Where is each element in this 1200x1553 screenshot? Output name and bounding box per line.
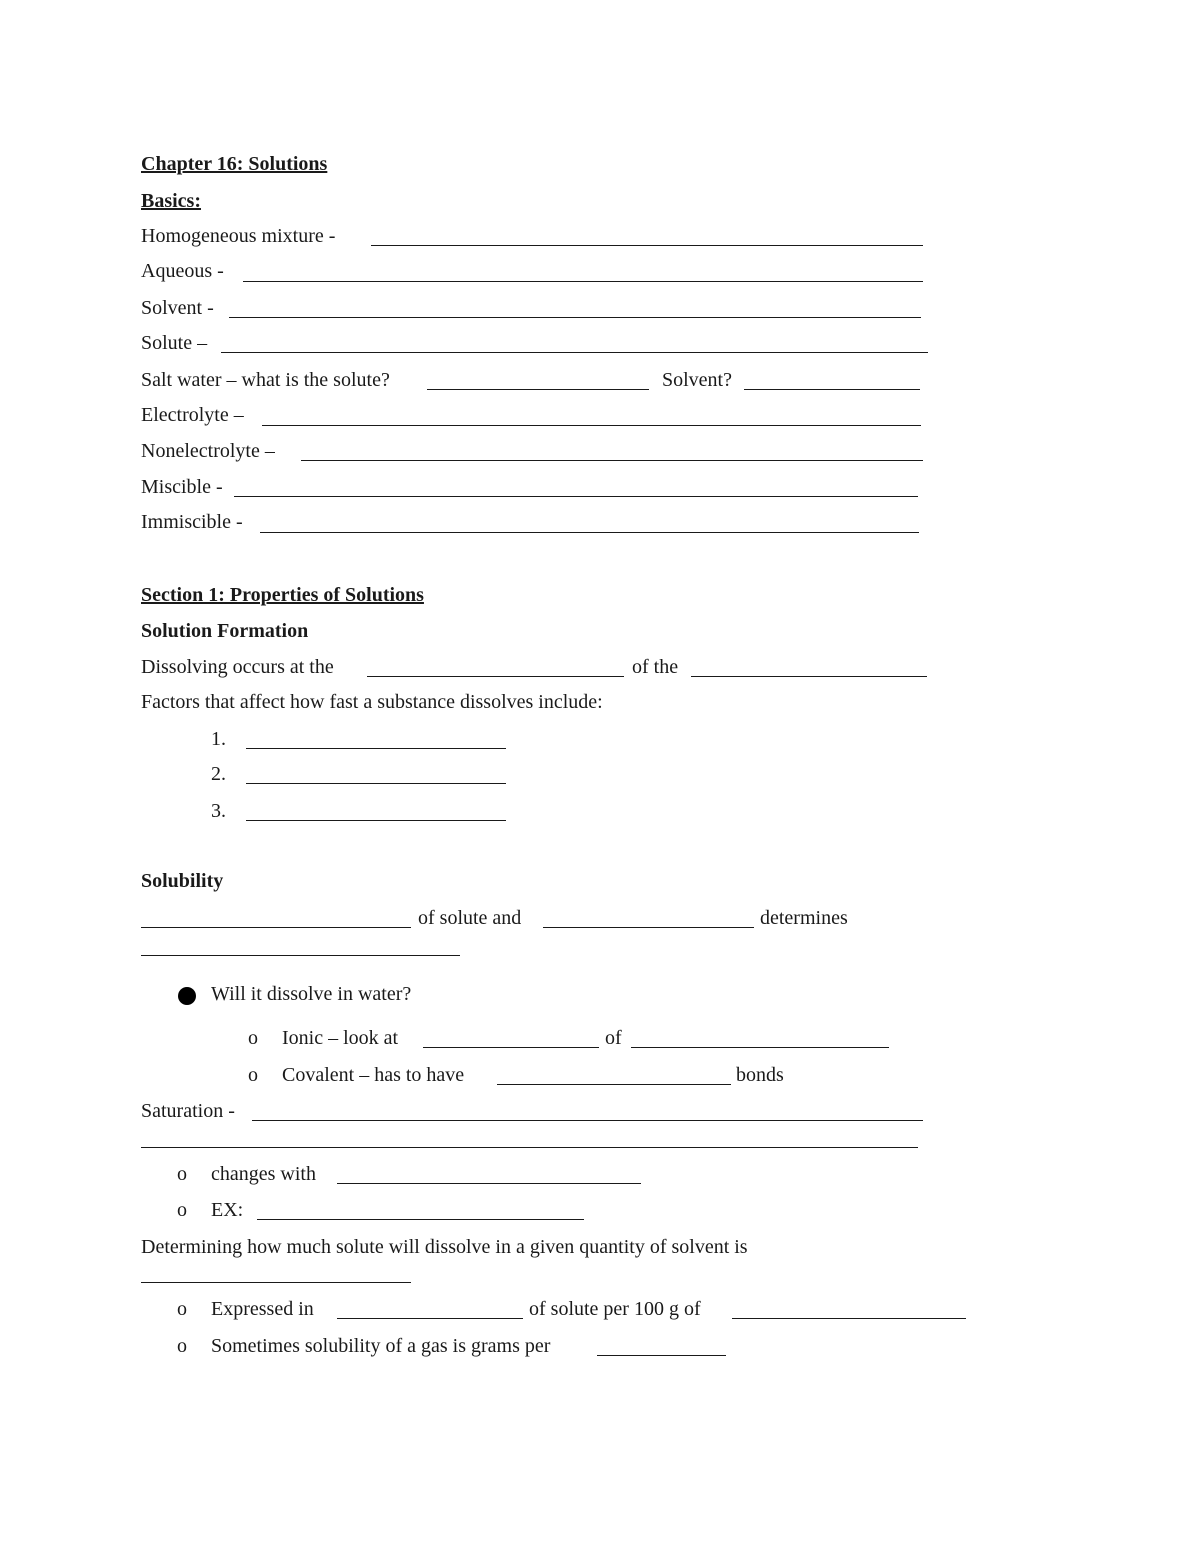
sub-bullet-icon: o xyxy=(177,1335,187,1357)
sub-bullet-icon: o xyxy=(248,1027,258,1049)
determines-text: determines xyxy=(760,907,848,929)
ionic-text-2: of xyxy=(605,1027,622,1049)
blank-solvent[interactable] xyxy=(229,317,921,318)
term-immiscible: Immiscible - xyxy=(141,511,243,533)
blank-sometimes[interactable] xyxy=(597,1355,726,1356)
blank-solubility-3[interactable] xyxy=(141,955,460,956)
factors-text: Factors that affect how fast a substance dissolves include: xyxy=(141,691,603,713)
covalent-text-1: Covalent – has to have xyxy=(282,1064,465,1086)
blank-salt-water-solute[interactable] xyxy=(427,389,649,390)
blank-factor-3[interactable] xyxy=(246,820,506,821)
section1-heading: Section 1: Properties of Solutions xyxy=(141,584,424,606)
sometimes-text: Sometimes solubility of a gas is grams per xyxy=(211,1335,551,1357)
blank-factor-2[interactable] xyxy=(246,783,506,784)
blank-dissolving-2[interactable] xyxy=(691,676,927,677)
blank-factor-1[interactable] xyxy=(246,748,506,749)
blank-covalent[interactable] xyxy=(497,1084,731,1085)
blank-miscible[interactable] xyxy=(234,496,918,497)
blank-aqueous[interactable] xyxy=(243,281,923,282)
dissolving-text-1: Dissolving occurs at the xyxy=(141,656,334,678)
blank-expressed-2[interactable] xyxy=(732,1318,966,1319)
chapter-title: Chapter 16: Solutions xyxy=(141,153,328,175)
factor-number-2: 2. xyxy=(211,763,226,785)
determining-text: Determining how much solute will dissolve in a given quantity of solvent is xyxy=(141,1236,748,1258)
saturation-text: Saturation - xyxy=(141,1100,235,1122)
blank-determining[interactable] xyxy=(141,1282,411,1283)
ex-text: EX: xyxy=(211,1199,244,1221)
term-solvent: Solvent - xyxy=(141,297,214,319)
blank-nonelectrolyte[interactable] xyxy=(301,460,923,461)
bullet-disc-icon xyxy=(178,987,196,1005)
of-solute-and-text: of solute and xyxy=(418,907,522,929)
blank-dissolving-1[interactable] xyxy=(367,676,624,677)
blank-solubility-1[interactable] xyxy=(141,927,411,928)
blank-electrolyte[interactable] xyxy=(262,425,921,426)
blank-ex[interactable] xyxy=(257,1219,584,1220)
expressed-text-1: Expressed in xyxy=(211,1298,314,1320)
sub-bullet-icon: o xyxy=(177,1298,187,1320)
blank-ionic-2[interactable] xyxy=(631,1047,889,1048)
factor-number-3: 3. xyxy=(211,800,226,822)
term-solute: Solute – xyxy=(141,332,208,354)
blank-homogeneous-mixture[interactable] xyxy=(371,245,923,246)
blank-immiscible[interactable] xyxy=(260,532,919,533)
sub-bullet-icon: o xyxy=(177,1199,187,1221)
factor-number-1: 1. xyxy=(211,728,226,750)
blank-saturation-1[interactable] xyxy=(252,1120,923,1121)
term-miscible: Miscible - xyxy=(141,476,223,498)
blank-salt-water-solvent[interactable] xyxy=(744,389,920,390)
changes-with-text: changes with xyxy=(211,1163,316,1185)
blank-ionic-1[interactable] xyxy=(423,1047,599,1048)
blank-saturation-2[interactable] xyxy=(141,1147,918,1148)
blank-solubility-2[interactable] xyxy=(543,927,754,928)
sub-bullet-icon: o xyxy=(177,1163,187,1185)
term-electrolyte: Electrolyte – xyxy=(141,404,244,426)
sub-bullet-icon: o xyxy=(248,1064,258,1086)
expressed-text-2: of solute per 100 g of xyxy=(529,1298,701,1320)
dissolving-text-2: of the xyxy=(632,656,679,678)
solution-formation-heading: Solution Formation xyxy=(141,620,309,642)
term-homogeneous-mixture: Homogeneous mixture - xyxy=(141,225,336,247)
water-question: Will it dissolve in water? xyxy=(211,983,412,1005)
blank-expressed-1[interactable] xyxy=(337,1318,523,1319)
term-aqueous: Aqueous - xyxy=(141,260,224,282)
solubility-heading: Solubility xyxy=(141,870,224,892)
covalent-text-2: bonds xyxy=(736,1064,784,1086)
salt-water-solvent-question: Solvent? xyxy=(662,369,732,391)
term-nonelectrolyte: Nonelectrolyte – xyxy=(141,440,275,462)
blank-solute[interactable] xyxy=(221,352,928,353)
blank-changes-with[interactable] xyxy=(337,1183,641,1184)
salt-water-question: Salt water – what is the solute? xyxy=(141,369,390,391)
ionic-text-1: Ionic – look at xyxy=(282,1027,399,1049)
basics-heading: Basics: xyxy=(141,190,201,212)
